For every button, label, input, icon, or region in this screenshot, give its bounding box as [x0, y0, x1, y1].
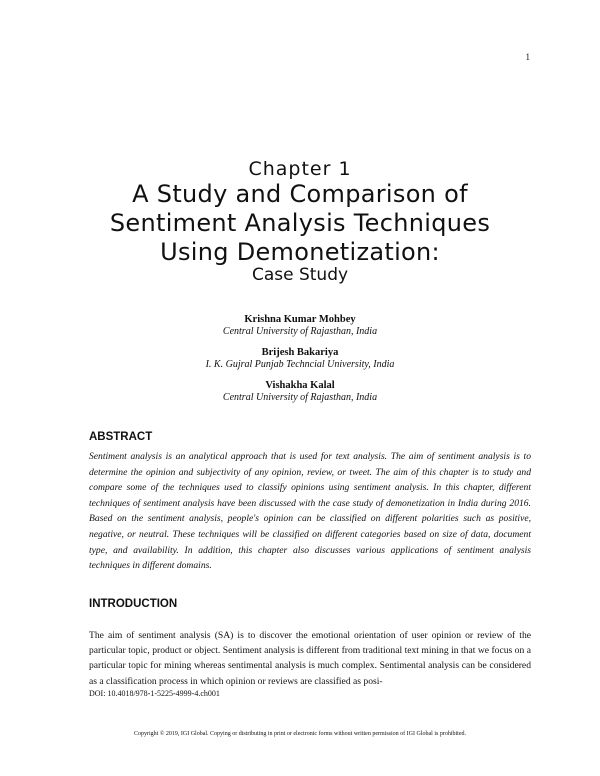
chapter-title-line: Using Demonetization:: [160, 238, 440, 266]
author-entry: [0, 313, 600, 338]
author-affiliation: Central University of Rajasthan, India: [222, 392, 378, 403]
introduction-text: The aim of sentiment analysis (SA) is to discover the emotional orientation of user opinion or review of the particular topic, product or object. Sentiment analysis is different from traditional text mining in that we focus on a particular topic for mining whereas sentimental analysis is much complex. Sentimental analysis can be considered as a classification process in which opinion or reviews are classified as posi-: [89, 630, 531, 687]
author-entry: [0, 379, 600, 404]
chapter-subtitle: Case Study: [251, 265, 349, 285]
author-name: Vishakha Kalal: [265, 380, 335, 391]
author-affiliation: Central University of Rajasthan, India: [222, 326, 378, 337]
author-name: Krishna Kumar Mohbey: [244, 314, 356, 325]
introduction-heading: INTRODUCTION: [89, 598, 178, 610]
page-number: 1: [525, 52, 530, 62]
chapter-title-line: A Study and Comparison of: [132, 180, 468, 208]
author-entry: [0, 346, 600, 371]
author-name: Brijesh Bakariya: [261, 347, 339, 358]
abstract-heading: ABSTRACT: [89, 431, 153, 443]
chapter-title: [0, 180, 600, 267]
doi-label: DOI: 10.4018/978-1-5225-4999-4.ch001: [89, 689, 220, 698]
copyright-notice: Copyright © 2019, IGI Global. Copying or distributing in print or electronic forms without written permission of IGI Global is prohibited.: [133, 731, 466, 737]
author-list: [0, 313, 600, 412]
author-affiliation: I. K. Gujral Punjab Techncial University, India: [205, 359, 395, 370]
chapter-title-line: Sentiment Analysis Techniques: [109, 209, 491, 237]
abstract-text: Sentiment analysis is an analytical approach that is used for text analysis. The aim of sentiment analysis is to determine the opinion and subjectivity of any opinion, review, or tweet. The aim of this chapter is to study and compare some of the techniques used to classify opinions using sentiment analysis. In this chapter, different techniques of sentiment analysis have been discussed with the case study of demonetization in India during 2016. Based on the sentiment analysis, people's opinion can be classified on different polarities such as positive, negative, or neutral. These techniques will be classified on different categories based on size of data, document type, and availability. In addition, this chapter also discusses various applications of sentiment analysis techniques in different domains.: [89, 451, 531, 572]
chapter-label: Chapter 1: [248, 158, 352, 180]
